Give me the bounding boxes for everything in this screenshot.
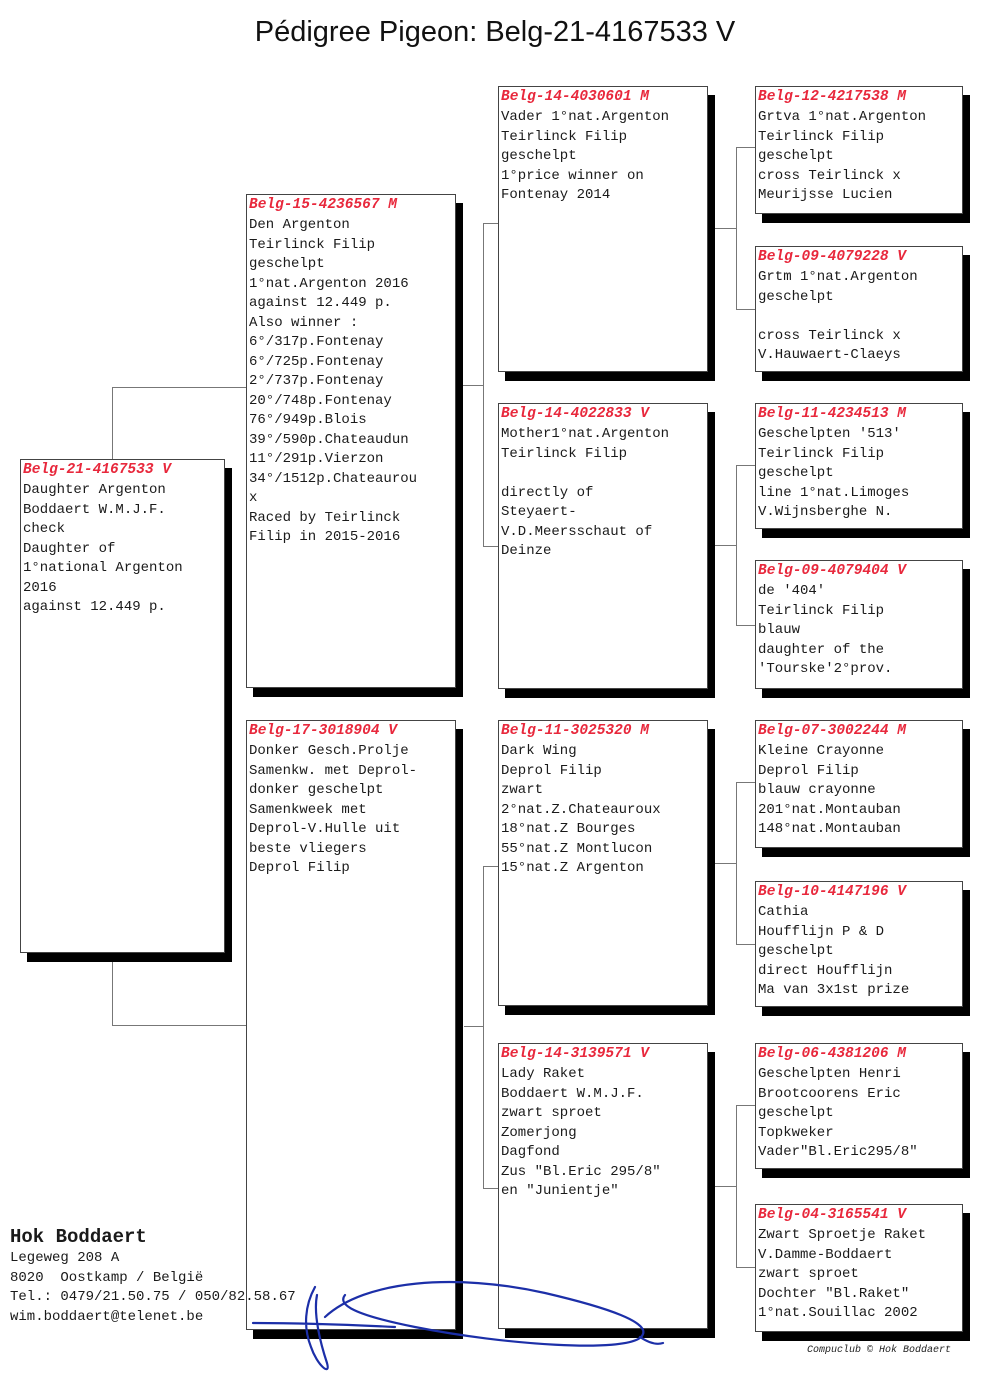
connector-line xyxy=(464,1026,483,1027)
detail-line: V.Wijnsberghe N. xyxy=(758,504,893,520)
pigeon-card-dam-sire xyxy=(498,720,708,1006)
pigeon-card-gg4 xyxy=(755,560,963,689)
connector-line xyxy=(736,465,755,466)
pigeon-card-gg5 xyxy=(755,720,963,848)
detail-line: Vader"Bl.Eric295/8" xyxy=(758,1144,918,1160)
ring-number: Belg-04-3165541 V xyxy=(758,1207,906,1223)
detail-line: 1°nat.Argenton 2016 xyxy=(249,275,409,292)
connector-line xyxy=(483,866,498,867)
detail-line: 1°national Argenton xyxy=(23,560,183,576)
detail-line: Grtva 1°nat.Argenton xyxy=(758,109,927,125)
connector-line xyxy=(715,863,736,864)
connector-line xyxy=(112,387,246,388)
pigeon-card-gg8 xyxy=(755,1204,963,1332)
detail-line: 2°/737p.Fontenay xyxy=(249,373,384,389)
detail-line: Zomerjong xyxy=(501,1124,577,1141)
detail-line: 34°/1512p.Chateaurou xyxy=(249,470,418,487)
phone-line: Tel.: 0479/21.50.75 / 050/82.58.67 xyxy=(10,1289,296,1305)
connector-line xyxy=(483,1188,498,1189)
connector-line xyxy=(715,1186,736,1187)
pigeon-details xyxy=(758,108,926,206)
detail-line: Grtm 1°nat.Argenton xyxy=(758,269,918,285)
ring-number: Belg-09-4079404 V xyxy=(758,563,906,579)
detail-line: Daughter Argenton xyxy=(23,482,166,498)
detail-line: Geschelpten Henri xyxy=(758,1066,901,1082)
detail-line: 2°nat.Z.Chateauroux xyxy=(501,801,661,818)
pigeon-card-gg7 xyxy=(755,1043,963,1169)
detail-line: Teirlinck Filip xyxy=(501,128,628,145)
detail-line: de '404' xyxy=(758,583,826,599)
detail-line: Raced by Teirlinck xyxy=(249,509,401,526)
connector-line xyxy=(715,545,736,546)
detail-line: Meurijsse Lucien xyxy=(758,187,893,203)
detail-line: check xyxy=(23,521,66,537)
ring-number: Belg-14-4022833 V xyxy=(501,406,649,422)
detail-line: Teirlinck Filip xyxy=(758,445,885,462)
detail-line: 2016 xyxy=(23,579,57,596)
detail-line: Deprol-V.Hulle uit xyxy=(249,821,401,837)
connector-line xyxy=(736,782,737,944)
connector-line xyxy=(736,1267,755,1268)
detail-line xyxy=(758,307,918,327)
signature xyxy=(245,1265,665,1387)
connector-line xyxy=(736,944,755,945)
detail-line: 76°/949p.Blois xyxy=(249,412,367,428)
detail-line: Filip in 2015-2016 xyxy=(249,529,401,545)
detail-line: 11°/291p.Vierzon xyxy=(249,451,384,467)
pigeon-card-gg2 xyxy=(755,246,963,372)
pigeon-details xyxy=(249,216,417,548)
detail-line: 201°nat.Montauban xyxy=(758,801,901,818)
detail-line xyxy=(501,464,669,484)
connector-line xyxy=(736,782,755,783)
pigeon-card-subject xyxy=(20,459,225,953)
pigeon-details xyxy=(501,425,669,562)
pigeon-card-gg3 xyxy=(755,403,963,529)
detail-line: geschelpt xyxy=(501,148,577,164)
detail-line: Ma van 3x1st prize xyxy=(758,982,910,998)
pigeon-details xyxy=(758,742,901,840)
detail-line: Teirlinck Filip xyxy=(501,445,628,462)
detail-line: Steyaert- xyxy=(501,504,577,520)
detail-line: 1°price winner on xyxy=(501,167,644,184)
connector-line xyxy=(112,1025,246,1026)
connector-line xyxy=(736,625,755,626)
detail-line: zwart sproet xyxy=(501,1105,602,1121)
detail-line: daughter of the xyxy=(758,641,885,658)
detail-line: 6°/725p.Fontenay xyxy=(249,353,384,370)
pigeon-card-sire-sire xyxy=(498,86,708,372)
detail-line: geschelpt xyxy=(758,1105,834,1121)
loft-name: Hok Boddaert xyxy=(10,1226,147,1248)
pigeon-details xyxy=(501,1065,661,1202)
detail-line: donker geschelpt xyxy=(249,782,384,798)
pigeon-details xyxy=(758,1226,926,1324)
detail-line: against 12.449 p. xyxy=(249,295,392,311)
detail-line: 20°/748p.Fontenay xyxy=(249,392,392,409)
connector-line xyxy=(736,1105,737,1267)
connector-line xyxy=(483,223,484,546)
pigeon-details xyxy=(758,1065,918,1163)
connector-line xyxy=(736,465,737,625)
detail-line: Kleine Crayonne xyxy=(758,743,885,759)
detail-line: en "Junientje" xyxy=(501,1183,619,1199)
detail-line: beste vliegers xyxy=(249,840,367,857)
detail-line: Geschelpten '513' xyxy=(758,426,901,442)
detail-line: 15°nat.Z Argenton xyxy=(501,860,644,876)
pigeon-details xyxy=(758,582,892,680)
pigeon-details xyxy=(758,268,918,366)
detail-line: Teirlinck Filip xyxy=(249,236,376,253)
pigeon-details xyxy=(758,425,909,523)
detail-line: 148°nat.Montauban xyxy=(758,821,901,837)
detail-line: Dochter "Bl.Raket" xyxy=(758,1285,910,1302)
detail-line: against 12.449 p. xyxy=(23,599,166,615)
pigeon-card-sire-dam xyxy=(498,403,708,689)
detail-line: blauw crayonne xyxy=(758,782,876,798)
detail-line: 39°/590p.Chateaudun xyxy=(249,431,409,448)
detail-line: 18°nat.Z Bourges xyxy=(501,821,636,837)
detail-line: Mother1°nat.Argenton xyxy=(501,426,670,442)
ring-number: Belg-11-4234513 M xyxy=(758,406,906,422)
connector-line xyxy=(736,147,755,148)
ring-number: Belg-12-4217538 M xyxy=(758,89,906,105)
ring-number: Belg-15-4236567 M xyxy=(249,197,397,213)
detail-line: cross Teirlinck x xyxy=(758,327,901,344)
detail-line: blauw xyxy=(758,622,801,638)
detail-line: Brootcoorens Eric xyxy=(758,1085,901,1102)
detail-line: directly of xyxy=(501,484,594,501)
detail-line: Zwart Sproetje Raket xyxy=(758,1227,927,1243)
connector-line xyxy=(483,546,498,547)
detail-line: Vader 1°nat.Argenton xyxy=(501,109,670,125)
detail-line: geschelpt xyxy=(758,288,834,305)
detail-line: V.Damme-Boddaert xyxy=(758,1246,893,1263)
pigeon-card-sire xyxy=(246,194,456,688)
detail-line: Boddaert W.M.J.F. xyxy=(501,1085,644,1102)
connector-line xyxy=(483,223,498,224)
detail-line: geschelpt xyxy=(758,465,834,481)
ring-number: Belg-14-4030601 M xyxy=(501,89,649,105)
pigeon-card-gg6 xyxy=(755,881,963,1007)
connector-line xyxy=(462,385,483,386)
detail-line: Samenkw. met Deprol- xyxy=(249,762,418,779)
ring-number: Belg-07-3002244 M xyxy=(758,723,906,739)
detail-line: geschelpt xyxy=(249,256,325,272)
detail-line: Teirlinck Filip xyxy=(758,602,885,619)
detail-line: Teirlinck Filip xyxy=(758,128,885,145)
ring-number: Belg-10-4147196 V xyxy=(758,884,906,900)
detail-line: 'Tourske'2°prov. xyxy=(758,661,893,677)
address-line: Legeweg 208 A xyxy=(10,1250,120,1266)
detail-line: Daughter of xyxy=(23,540,116,557)
detail-line: Samenkweek met xyxy=(249,801,367,818)
page-title: Pédigree Pigeon: Belg-21-4167533 V xyxy=(254,16,736,48)
ring-number: Belg-06-4381206 M xyxy=(758,1046,906,1062)
detail-line: Dark Wing xyxy=(501,743,577,759)
detail-line: Deprol Filip xyxy=(249,860,350,876)
detail-line: Lady Raket xyxy=(501,1066,586,1082)
connector-line xyxy=(736,309,755,310)
detail-line: line 1°nat.Limoges xyxy=(758,484,910,501)
detail-line: Also winner : xyxy=(249,314,359,331)
detail-line: direct Houfflijn xyxy=(758,962,893,979)
detail-line: 55°nat.Z Montlucon xyxy=(501,840,653,857)
connector-line xyxy=(715,228,736,229)
email-line: wim.boddaert@telenet.be xyxy=(10,1308,204,1325)
detail-line: V.D.Meersschaut of xyxy=(501,523,653,540)
ring-number: Belg-14-3139571 V xyxy=(501,1046,649,1062)
detail-line: Donker Gesch.Prolje xyxy=(249,743,409,759)
ring-number: Belg-11-3025320 M xyxy=(501,723,649,739)
pigeon-details xyxy=(501,742,661,879)
detail-line: Deprol Filip xyxy=(758,762,859,779)
pigeon-card-gg1 xyxy=(755,86,963,214)
pigeon-details xyxy=(758,903,909,1001)
detail-line: 6°/317p.Fontenay xyxy=(249,334,384,350)
detail-line: Zus "Bl.Eric 295/8" xyxy=(501,1163,661,1180)
detail-line: geschelpt xyxy=(758,943,834,959)
detail-line: zwart xyxy=(501,782,544,798)
ring-number: Belg-09-4079228 V xyxy=(758,249,906,265)
detail-line: 1°nat.Souillac 2002 xyxy=(758,1305,918,1321)
pigeon-details xyxy=(249,742,417,879)
connector-line xyxy=(112,953,113,1025)
connector-line xyxy=(736,147,737,309)
detail-line: Boddaert W.M.J.F. xyxy=(23,501,166,518)
detail-line: cross Teirlinck x xyxy=(758,167,901,184)
ring-number: Belg-17-3018904 V xyxy=(249,723,397,739)
detail-line: Cathia xyxy=(758,904,809,920)
city-line: 8020 Oostkamp / België xyxy=(10,1269,204,1286)
connector-line xyxy=(483,866,484,1188)
detail-line: Fontenay 2014 xyxy=(501,187,611,203)
detail-line: Houfflijn P & D xyxy=(758,923,885,940)
detail-line: Den Argenton xyxy=(249,217,350,233)
connector-line xyxy=(736,1105,755,1106)
detail-line: Dagfond xyxy=(501,1144,560,1160)
ring-number: Belg-21-4167533 V xyxy=(23,462,171,478)
pigeon-details xyxy=(23,481,183,618)
detail-line: geschelpt xyxy=(758,148,834,164)
detail-line: zwart sproet xyxy=(758,1266,859,1282)
detail-line: Deinze xyxy=(501,543,552,559)
detail-line: Topkweker xyxy=(758,1124,834,1141)
detail-line: V.Hauwaert-Claeys xyxy=(758,347,901,363)
pigeon-details xyxy=(501,108,669,206)
credit-line: Compuclub © Hok Boddaert xyxy=(807,1345,952,1356)
detail-line: Deprol Filip xyxy=(501,762,602,779)
detail-line: x xyxy=(249,490,258,506)
connector-line xyxy=(112,387,113,460)
